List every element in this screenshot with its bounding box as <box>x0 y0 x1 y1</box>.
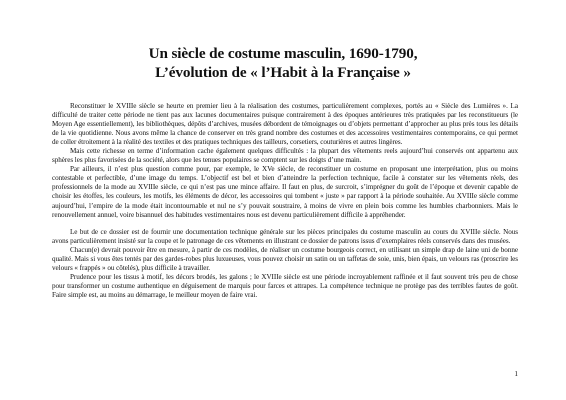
title-line-1: Un siècle de costume masculin, 1690-1790, <box>148 45 418 62</box>
paragraph-6: Prudence pour les tissus à motif, les décors brodés, les galons ; le XVIIIe siècle est une période incroyablement raffinée et il faut souvent très peu de chose pour transformer un costume authentique en déguisement de marquis pour farces et attrapes. La compétence technique ne protège pas des terribles fautes de goût. Faire simple est, au moins au démarrage, le meilleur moyen de faire vrai. <box>52 272 518 299</box>
paragraph-1: Reconstituer le XVIIIe siècle se heurte en premier lieu à la réalisation des costumes, particulièrement complexes, portés au « Siècle des Lumières ». La difficulté de traiter cette période ne tient pas aux lacunes documentaires puisque contrairement à des époques antérieures très pratiquées par les reconstitueurs (le Moyen Age essentiellement), les bibliothèques, dépôts d’archives, musées débordent de témoignages ou d’objets permettant d’approcher au plus près tous les détails de la vie quotidienne. Nous avons même la chance de conserver en très grand nombre des costumes et des accessoires vestimentaires contemporains, ce qui permet de coller étroitement à la réalité des textiles et des pratiques techniques des tailleurs, corsetiers, couturières et autres lingères. <box>52 102 518 147</box>
paragraph-5: Chacun(e) devrait pouvoir être en mesure, à partir de ces modèles, de réaliser un costume bourgeois correct, en utilisant un simple drap de laine uni de bonne qualité. Mais si vous êtes tentés par des gardes-robes plus luxueuses, vous pouvez choisir un satin ou un taffetas de soie, unis, bien épais, un velours ras (proscrire les velours « frappés » ou côtelés), plus difficile à travailler. <box>52 245 518 272</box>
paragraph-4: Le but de ce dossier est de fournir une documentation technique générale sur les pièces principales du costume masculin au cours du XVIIIe siècle. Nous avons particulièrement insisté sur la coupe et le patronage de ces vêtements en illustrant ce dossier de patrons issus d’exemplaires réels conservés dans des musées. <box>52 227 518 245</box>
paragraph-3: Par ailleurs, il n’est plus question comme pour, par exemple, le XVe siècle, de reconstituer un costume en proposant une interprétation, plus ou moins contestable et perfectible, d’une image du temps. L’objectif est bel et bien d’atteindre la perfection technique, facile à constater sur les vêtements réels, des professionnels de la mode au XVIIIe siècle, ce qui n’est pas une mince affaire. Il faut en plus, de surcroit, s’imprégner du goût de l’époque et devenir capable de choisir les étoffes, les couleurs, les motifs, les éléments de décor, les accessoires qui tombent « juste » par rapport à la période souhaitée. Au XVIIIe siècle comme aujourd’hui, l’empire de la mode était incontournable et nul ne s’y pouvait soustraire, à moins de vivre en plein bois comme les humbles charbonniers. Mais le renouvellement annuel, voire bisannuel des habitudes vestimentaires nous est devenu particulièrement difficile à appréhender. <box>52 165 518 219</box>
title-line-2: L’évolution de « l’Habit à la Française » <box>155 64 411 81</box>
body-text <box>52 102 518 300</box>
page-number: 1 <box>514 370 518 378</box>
document-title <box>40 44 526 82</box>
paragraph-2: Mais cette richesse en terme d’information cache également quelques difficultés : la plupart des vêtements reels aujourd’hui conservés ont appartenu aux sphères les plus favorisées de la société, alors que les tenues populaires se comptent sur les doigts d’une main. <box>52 147 518 165</box>
